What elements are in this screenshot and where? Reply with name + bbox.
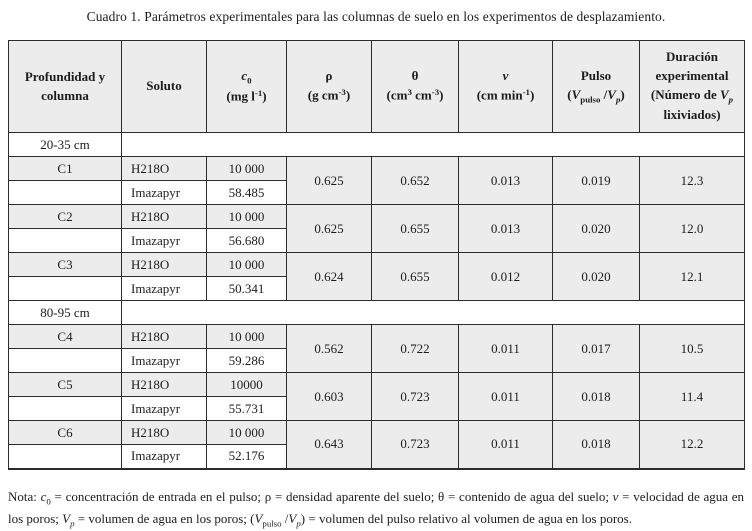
- soluto-cell: H218O: [122, 157, 207, 181]
- c0-cell: 52.176: [207, 445, 287, 469]
- column-label-cell: C3: [9, 253, 122, 277]
- section-label: 80-95 cm: [9, 301, 122, 325]
- header-cell-duracion: Duración experimental (Número de $V_p$ lixiviados): [640, 41, 745, 133]
- empty-cell: [9, 229, 122, 253]
- duracion-cell: 12.2: [640, 421, 745, 469]
- duracion-cell: 12.0: [640, 205, 745, 253]
- table-header: [9, 41, 745, 133]
- table-row: [9, 253, 745, 277]
- c0-cell: 56.680: [207, 229, 287, 253]
- c0-cell: 10 000: [207, 421, 287, 445]
- header-cell-soluto: Soluto: [122, 41, 207, 133]
- theta-cell: 0.723: [372, 373, 459, 421]
- table-row: [9, 205, 745, 229]
- section-label: 20-35 cm: [9, 133, 122, 157]
- empty-cell: [9, 277, 122, 301]
- header-cell-pulso: Pulso ($V_{pulso}$ $/V_p$): [553, 41, 640, 133]
- empty-cell: [9, 349, 122, 373]
- table-row: [9, 325, 745, 349]
- column-label-cell: C1: [9, 157, 122, 181]
- soluto-cell: H218O: [122, 205, 207, 229]
- empty-cell: [9, 181, 122, 205]
- c0-cell: 55.731: [207, 397, 287, 421]
- duracion-cell: 12.3: [640, 157, 745, 205]
- section-row-20-35: [9, 133, 745, 157]
- theta-cell: 0.723: [372, 421, 459, 469]
- section-spacer: [122, 301, 745, 325]
- duracion-cell: 12.1: [640, 253, 745, 301]
- theta-cell: 0.722: [372, 325, 459, 373]
- table-body: [9, 133, 745, 469]
- c0-cell: 10 000: [207, 253, 287, 277]
- v-cell: 0.011: [459, 421, 553, 469]
- pulso-cell: 0.017: [553, 325, 640, 373]
- empty-cell: [9, 445, 122, 469]
- soluto-cell: Imazapyr: [122, 445, 207, 469]
- rho-cell: 0.603: [287, 373, 372, 421]
- v-cell: 0.011: [459, 325, 553, 373]
- header-cell-theta: θ ($cm^3$ $cm^{-3}$): [372, 41, 459, 133]
- section-spacer: [122, 133, 745, 157]
- theta-cell: 0.652: [372, 157, 459, 205]
- table-footnote: Nota: $c_0$ = concentración de entrada en el pulso; ρ = densidad aparente del suelo; θ = contenido de agua del suelo; v = velocidad de agua en los poros; $V_p$ = volumen de agua en los poros; ($V_{pulso}$ $/V_p$) = volumen del pulso relativo al volumen de agua en los poros.: [8, 488, 744, 529]
- table-row: [9, 157, 745, 181]
- rho-cell: 0.643: [287, 421, 372, 469]
- empty-cell: [9, 397, 122, 421]
- soluto-cell: H218O: [122, 421, 207, 445]
- header-cell-profundidad: Profundidad y columna: [9, 41, 122, 133]
- v-cell: 0.013: [459, 205, 553, 253]
- parameters-table: [8, 40, 745, 470]
- duracion-cell: 11.4: [640, 373, 745, 421]
- rho-cell: 0.625: [287, 157, 372, 205]
- column-label-cell: C6: [9, 421, 122, 445]
- c0-cell: 59.286: [207, 349, 287, 373]
- soluto-cell: H218O: [122, 373, 207, 397]
- duracion-cell: 10.5: [640, 325, 745, 373]
- header-cell-c0: $c_0$ (mg $l^{-1}$): [207, 41, 287, 133]
- soluto-cell: Imazapyr: [122, 349, 207, 373]
- table-row: [9, 373, 745, 397]
- soluto-cell: H218O: [122, 253, 207, 277]
- soluto-cell: Imazapyr: [122, 181, 207, 205]
- header-row: [9, 41, 745, 133]
- column-label-cell: C4: [9, 325, 122, 349]
- c0-cell: 10000: [207, 373, 287, 397]
- column-label-cell: C2: [9, 205, 122, 229]
- pulso-cell: 0.020: [553, 205, 640, 253]
- rho-cell: 0.625: [287, 205, 372, 253]
- header-cell-rho: ρ (g $cm^{-3}$): [287, 41, 372, 133]
- v-cell: 0.012: [459, 253, 553, 301]
- soluto-cell: Imazapyr: [122, 277, 207, 301]
- c0-cell: 10 000: [207, 325, 287, 349]
- soluto-cell: Imazapyr: [122, 229, 207, 253]
- c0-cell: 58.485: [207, 181, 287, 205]
- v-cell: 0.011: [459, 373, 553, 421]
- pulso-cell: 0.020: [553, 253, 640, 301]
- pulso-cell: 0.018: [553, 421, 640, 469]
- theta-cell: 0.655: [372, 205, 459, 253]
- theta-cell: 0.655: [372, 253, 459, 301]
- pulso-cell: 0.019: [553, 157, 640, 205]
- column-label-cell: C5: [9, 373, 122, 397]
- header-cell-v: v (cm $\min^{-1}$): [459, 41, 553, 133]
- table-title: Cuadro 1. Parámetros experimentales para las columnas de suelo en los experimentos de desplazamiento.: [86, 9, 666, 24]
- v-cell: 0.013: [459, 157, 553, 205]
- section-row-80-95: [9, 301, 745, 325]
- table-row: [9, 421, 745, 445]
- soluto-cell: H218O: [122, 325, 207, 349]
- c0-cell: 10 000: [207, 205, 287, 229]
- rho-cell: 0.562: [287, 325, 372, 373]
- c0-cell: 50.341: [207, 277, 287, 301]
- rho-cell: 0.624: [287, 253, 372, 301]
- soluto-cell: Imazapyr: [122, 397, 207, 421]
- c0-cell: 10 000: [207, 157, 287, 181]
- pulso-cell: 0.018: [553, 373, 640, 421]
